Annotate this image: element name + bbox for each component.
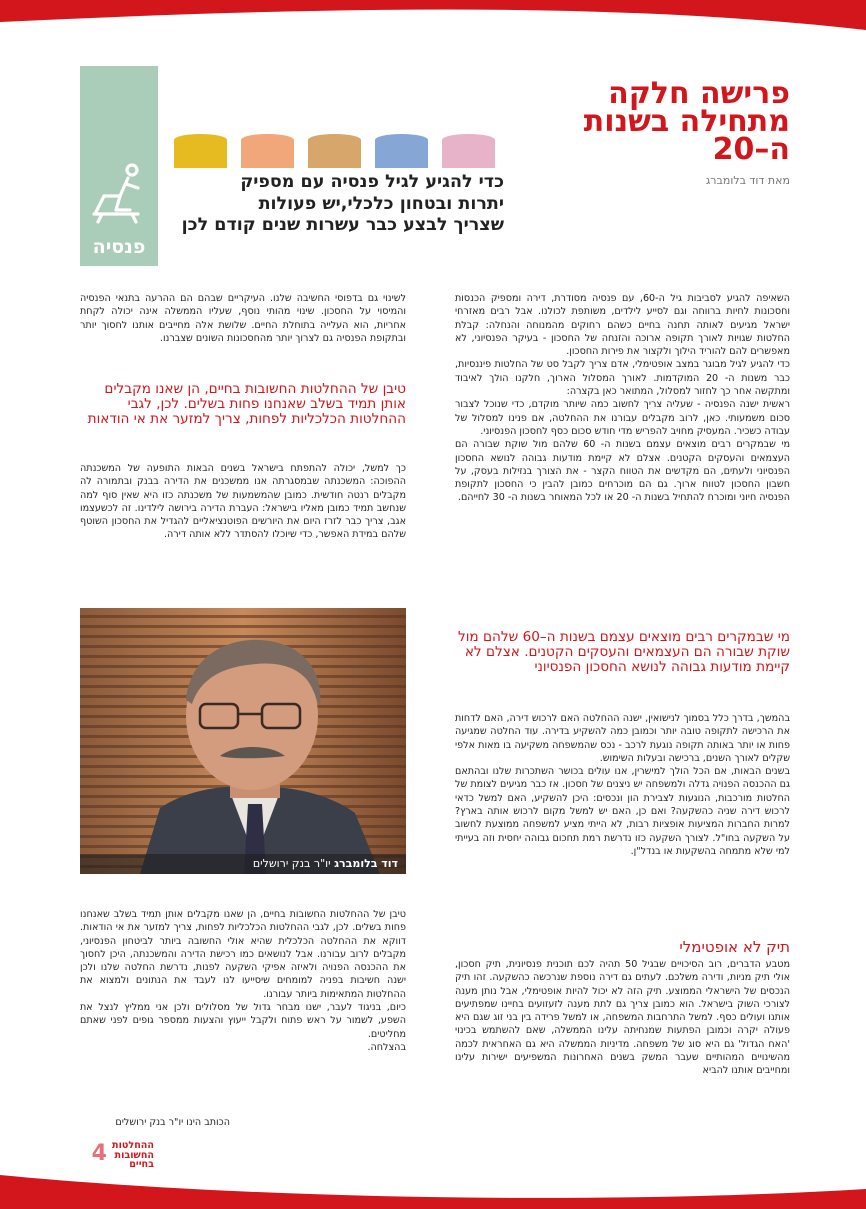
title-line-2: מתחילה בשנות	[583, 104, 790, 139]
subtitle-line-2: יתרות ובטחון כלכלי,יש פעולות	[258, 193, 504, 214]
section-label: פנסיה	[92, 236, 146, 258]
footer-title: ההחלטות החשובות בחיים	[112, 1140, 154, 1171]
paragraph: השאיפה להגיע לסביבות גיל ה-60, עם פנסיה מסודרת, דירה ומספיק הכנסות וחסכונות לחיות ברווחה וגם לסייע לילדים, משותפת לכולנו. אבל רבים מאזרחי ישראל מגיעים לאותה תחנה בחיים כשהם רחוקים מהמנוחה והנחלה: קבלת החלטות שגויות לאורך תקופה ארוכה והזנחה של החסכון - בעיקר הפנסיוני, לא מאפשרים להם להוריד הילוך ולקצור את פירות החסכון.	[455, 293, 790, 358]
paragraph: בשנים הבאות, אם הכל הולך למישרין, אנו עולים בכושר השתכרות שלנו ובהתאם גם ההכנסה הפנויה גדלה ולמשפחה יש ניצנים של חסכון. אז כבר מגיעים לצומת של החלטות מורכבות, הנוגעות לצבירת הון ונכסים: היכן להשקיע, האם למשל כדאי לרכוש דירה שניה כהשקעה? ואם כן, האם יש למשל מקום לרכוש אותה בארץ? למרות החברות המציעות אופציות רבות, לא הייתי מציע למשפחה ממוצעת לחשוב על השקעה בחו"ל. לצורך השקעה כזו נדרשת רמת תחכום גבוהה יחסית וזה בעייתי למי שלא מתמחה בהשקעות או בנדל"ן.	[455, 766, 790, 857]
paragraph: לשינוי גם בדפוסי החשיבה שלנו. העיקריים שבהם הם ההרעה בתנאי הפנסיה והמיסוי על החסכון. שינוי מהותי נוסף, שעליו הממשלה אינה יכולה לקחת אחריות, הוא העלייה בתוחלת החיים. שלושת אלה מחייבים אותנו לחסוך יותר ובתקופת הפנסיה גם לצרוך יותר מהחסכונות השונים שצברנו.	[80, 293, 406, 344]
portrait-illustration	[80, 608, 406, 874]
author-photo	[80, 608, 406, 874]
color-block-yellow	[174, 134, 227, 168]
paragraph: בהצלחה.	[367, 1041, 406, 1053]
color-block-blue	[375, 134, 428, 168]
subtitle-line-1: כדי להגיע לגיל פנסיה עם מספיק	[240, 172, 504, 192]
byline: מאת דוד בלומברג	[705, 174, 790, 187]
section-tab	[80, 66, 158, 266]
pull-quote-right: מי שבמקרים רבים מוצאים עצמם בשנות ה–60 שלהם מול שוקת שבורה הם העצמאים והעסקים הקטנים. אצלם לא קיימת מודעות גבוהה לנושא החסכון הפנסיוני	[457, 629, 790, 675]
top-red-swoosh	[0, 0, 866, 40]
title-line-1: פרישה חלקה	[608, 76, 790, 111]
paragraph: כך למשל, יכולה להתפתח בישראל בשנים הבאות התופעה של המשכנתה ההפוכה: המשכנתה שבמסגרתה אנו ממשכנים את הדירה בבנק ובתמורה לה מקבלים רנטה חודשית. כמובן שהמשמעות של משכנתה כזו היא שאין סוף למה שנחשב תמיד כמובן מאליו בישראל: העברת הדירה בירושה לילדינו. זה לכשעצמו אגב, צריך כבר לזרז היום את היורשים הפוטנציאליים להגדיל את החסכון השוטף שלהם במידת האפשר, כדי שיוכלו להסתדר ללא אותה דירה.	[80, 463, 406, 541]
paragraph: טיבן של ההחלטות החשובות בחיים, הן שאנו מקבלים אותן תמיד בשלב שאנחנו פחות בשלים. לכן, לגבי ההחלטות הכלכליות לפחות, צריך למזער את אי הודאות. דווקא את ההחלטה הכלכלית שהיא אולי החשובה ביותר לביטחון הפנסיוני, מקבלים לרוב עבורנו. אבל לנושאים כמו רכישת הדירה והמשכנתה, היכן לחסוך את ההכנסה הפנויה ולאיזה אפיקי השקעה לפנות, נדרשת החלטה שלנו ולכן ישנה חשיבות בפניה למומחים שיסייעו לנו לעבד את הנתונים ולמצוא את ההחלטות המתאימות ביותר עבורנו.	[80, 909, 406, 1000]
subtitle	[174, 172, 504, 237]
subtitle-line-3: שצריך לבצע כבר עשרות שנים קודם לכן	[181, 215, 504, 235]
page-number: 4	[91, 1141, 107, 1166]
author-note: הכותב הינו יו"ר בנק ירושלים	[115, 1117, 230, 1128]
photo-caption	[80, 854, 406, 874]
paragraph: כדי להגיע לגיל מבוגר במצב אופטימלי, אדם צריך לקבל סט של החלטות פיננסיות, כבר משנות ה- 20 המוקדמות. לאורך המסלול הארוך, חלקנו הולך לאיבוד ומתקשה אחר כך לחזור למסלול, המתואר כאן בקצרה:	[455, 359, 791, 398]
right-column	[455, 292, 790, 505]
color-block-pink	[442, 134, 495, 168]
paragraph: כיום, בניגוד לעבר, ישנו מבחר גדול של מסלולים ולכן אני ממליץ לנצל את השפע, לשמור על ראש פתוח ולקבל ייעוץ והצעות ממספר גופים לפני שאתם מחליטים.	[80, 1002, 406, 1040]
page-footer	[92, 1141, 158, 1170]
bottom-red-swoosh	[0, 1169, 866, 1209]
color-block-tan	[308, 134, 361, 168]
paragraph: מי שבמקרים רבים מוצאים עצמם בשנות ה- 60 שלהם מול שוקת שבורה הם העצמאים והעסקים הקטנים. אצלם לא קיימת מודעות גבוהה לנושא החסכון הפנסיוני ולעתים, הם מקדשים את הטווח הקצר - את הצורך בנזילות בעסק, על חשבון החסכון לטווח ארוך. גם הם מוכרחים כמובן להבין כי החסכון לתקופת הפנסיה חיוני ומוכרח להתחיל בשנות ה- 20 או לכל המאוחר בשנות ה- 30 לחייהם.	[455, 439, 791, 504]
caption-name: דוד בלומברג	[334, 857, 398, 870]
left-column	[80, 292, 406, 345]
left-column-continued	[80, 462, 406, 542]
recliner-icon	[90, 162, 148, 224]
page-title	[490, 76, 790, 167]
paragraph: ראשית ישנה הפנסיה - שעליה צריך לחשוב כמה שיותר מוקדם, כדי שנוכל לצבור סכום משמעותי. כאן, לרוב מקבלים עבורנו את ההחלטה, אם פנינו למסלול של עבודה כשכיר. המעסיק מחויב להפריש מדי חודש סכום כסף לחסכון הפנסיוני.	[455, 399, 790, 437]
caption-role: יו"ר בנק ירושלים	[252, 857, 331, 870]
paragraph: בהמשך, בדרך כלל בסמוך לנישואין, ישנה ההחלטה האם לרכוש דירה, האם לדחות את הרכישה לתקופה טובה יותר וכמובן כמה להשקיע בדירה. עוד החלטה שמגיעה פחות או יותר באותה תקופה נוגעת לרכב - נכס שהמשפחה משקיעה בו מאות אלפי שקלים לאורך השנים, ברכישה ובעלות השימוש.	[455, 713, 790, 764]
title-line-3: ה–20	[712, 132, 790, 167]
paragraph: מטבע הדברים, רוב הסיכויים שבגיל 50 תהיה לכם תוכנית פנסיונית, תיק חסכון, אולי תיק מניות, ודירה משלכם. לעתים גם דירה נוספת שנרכשה כהשקעה. זהו תיק הנכסים של הישראלי הממוצע. תיק הזה לא יכול להיות אופטימלי, אבל נותן מענה לצורכי השוק בישראל. הוא כמובן צריך גם לתת מענה לזעזועים בחיינו שמפתיעים אותנו ועולים כסף. למשל התרחבות המשפחה, או למשל פרידה בין בני זוג שגם היא פעולה יקרה וכמובן הפתעות שמנחיתה עלינו הממשלה, שאם להשתמש בכינוי 'האח הגדול' גם היא סוג של משפחה. מדיניות הממשלה היא גם האחראית לכמה מהשינויים המהותיים שעבר המשק בשנים האחרונות המשפיעים ישירות עלינו ומחייבים אותנו להביא	[455, 959, 790, 1077]
subheading: תיק לא אופטימלי	[679, 938, 790, 956]
color-block-orange	[241, 134, 294, 168]
right-column-end	[455, 958, 790, 1078]
left-column-end	[80, 908, 406, 1054]
pull-quote-left: טיבן של ההחלטות החשובות בחיים, הן שאנו מקבלים אותן תמיד בשלב שאנחנו פחות בשלים. לכן, לגבי ההחלטות הכלכליות לפחות, צריך למזער את אי הודאות	[87, 381, 406, 427]
right-column-continued	[455, 712, 790, 858]
